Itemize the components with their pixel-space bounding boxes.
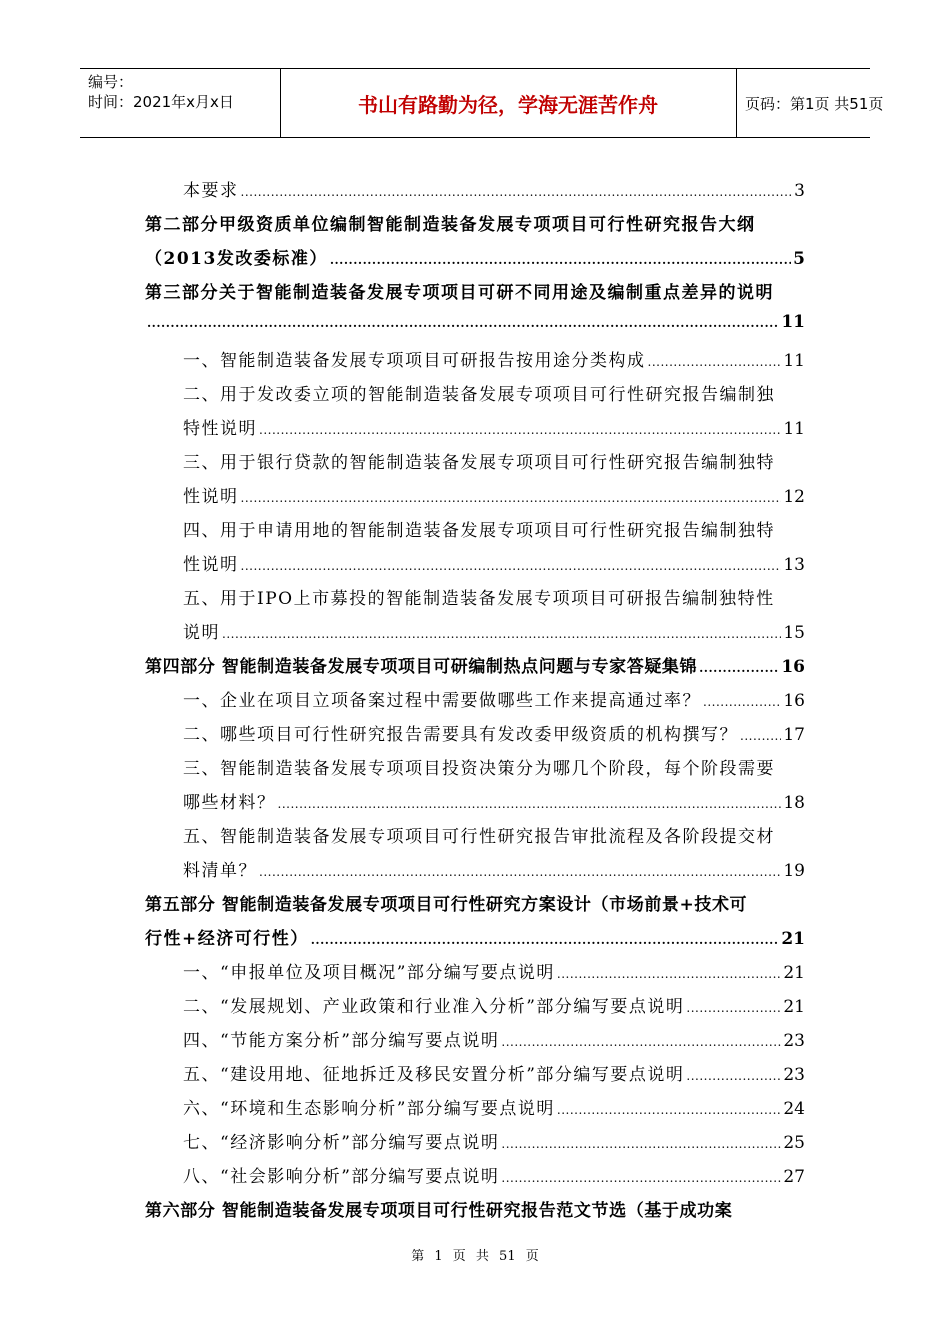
- toc-entry[interactable]: [145, 312, 805, 338]
- toc-leader-dots: [259, 865, 781, 879]
- toc-leader-dots: [222, 627, 781, 641]
- toc-leader-dots: [330, 253, 791, 267]
- toc-entry[interactable]: [183, 448, 805, 474]
- toc-leader-dots: [278, 797, 782, 811]
- toc-leader-dots: [501, 1035, 781, 1049]
- toc-leader-dots: [740, 729, 781, 743]
- toc-entry-page: 21: [783, 963, 805, 983]
- toc-entry-text: 一、智能制造装备发展专项项目可研报告按用途分类构成: [183, 351, 646, 371]
- toc-entry-page: 5: [793, 249, 805, 269]
- toc-leader-dots: [686, 1001, 781, 1015]
- toc-entry-text: 第六部分 智能制造装备发展专项项目可行性研究报告范文节选（基于成功案: [145, 1201, 733, 1221]
- toc-leader-dots: [241, 185, 793, 199]
- toc-entry-page: 23: [783, 1031, 805, 1051]
- toc-entry-text: 八、“社会影响分析”部分编写要点说明: [183, 1167, 500, 1187]
- toc-entry-text: 第二部分甲级资质单位编制智能制造装备发展专项项目可行性研究报告大纲: [145, 215, 756, 235]
- toc-entry[interactable]: [183, 1026, 805, 1052]
- toc-entry-page: 11: [781, 312, 805, 332]
- toc-leader-dots: [501, 1137, 781, 1151]
- toc-entry-page: 13: [783, 555, 805, 575]
- toc-entry[interactable]: [183, 516, 805, 542]
- toc-entry[interactable]: [183, 1094, 805, 1120]
- toc-leader-dots: [501, 1171, 781, 1185]
- toc-entry-text: 第三部分关于智能制造装备发展专项项目可研不同用途及编制重点差异的说明: [145, 283, 774, 303]
- toc-leader-dots: [557, 1103, 781, 1117]
- toc-entry-page: 15: [783, 623, 805, 643]
- toc-leader-dots: [557, 967, 781, 981]
- toc-entry[interactable]: [183, 414, 805, 440]
- toc-entry[interactable]: [145, 890, 805, 916]
- toc-entry-page: 11: [783, 351, 805, 371]
- toc-entry-text: 性说明: [183, 487, 239, 507]
- toc-entry[interactable]: [145, 278, 805, 304]
- toc-entry-text: 性说明: [183, 555, 239, 575]
- toc-entry-text: 三、智能制造装备发展专项项目投资决策分为哪几个阶段，每个阶段需要: [183, 759, 775, 779]
- toc-entry[interactable]: [183, 482, 805, 508]
- toc-entry-text: 二、哪些项目可行性研究报告需要具有发改委甲级资质的机构撰写？: [183, 725, 738, 745]
- header-page-info: 页码：第1页 共51页: [745, 95, 884, 113]
- toc-leader-dots: [147, 316, 779, 330]
- toc-entry[interactable]: [145, 924, 805, 950]
- toc-entry-text: 五、智能制造装备发展专项项目可行性研究报告审批流程及各阶段提交材: [183, 827, 775, 847]
- toc-entry[interactable]: [183, 550, 805, 576]
- toc-entry-text: 四、用于申请用地的智能制造装备发展专项项目可行性研究报告编制独特: [183, 521, 775, 541]
- toc-leader-dots: [241, 559, 782, 573]
- toc-entry-text: 行性+经济可行性）: [145, 929, 309, 949]
- toc-entry-page: 25: [783, 1133, 805, 1153]
- toc-entry[interactable]: [183, 958, 805, 984]
- toc-entry[interactable]: [183, 1128, 805, 1154]
- toc-entry-text: 说明: [183, 623, 220, 643]
- toc-entry-text: 特性说明: [183, 419, 257, 439]
- toc-leader-dots: [648, 355, 782, 369]
- toc-entry-text: （2013发改委标准）: [145, 249, 328, 269]
- toc-entry-text: 一、企业在项目立项备案过程中需要做哪些工作来提高通过率？: [183, 691, 701, 711]
- toc-entry[interactable]: [183, 380, 805, 406]
- toc-entry-page: 3: [794, 181, 805, 201]
- toc-entry-page: 21: [781, 929, 805, 949]
- toc-entry[interactable]: [145, 1196, 805, 1222]
- toc-entry[interactable]: [183, 822, 805, 848]
- document-number-label: 编号：: [88, 73, 134, 91]
- toc-leader-dots: [699, 661, 779, 675]
- toc-entry[interactable]: [183, 720, 805, 746]
- toc-entry-text: 第五部分 智能制造装备发展专项项目可行性研究方案设计（市场前景+技术可: [145, 895, 748, 915]
- toc-entry-text: 二、“发展规划、产业政策和行业准入分析”部分编写要点说明: [183, 997, 685, 1017]
- header-motto: 书山有路勤为径，学海无涯苦作舟: [358, 93, 658, 117]
- toc-entry-text: 料清单？: [183, 861, 257, 881]
- toc-entry-page: 19: [783, 861, 805, 881]
- toc-entry-text: 六、“环境和生态影响分析”部分编写要点说明: [183, 1099, 555, 1119]
- toc-entry[interactable]: [183, 686, 805, 712]
- document-date: 时间：2021年x月x日: [88, 93, 234, 111]
- toc-entry-text: 第四部分 智能制造装备发展专项项目可研编制热点问题与专家答疑集锦: [145, 657, 698, 677]
- toc-entry-text: 哪些材料？: [183, 793, 276, 813]
- toc-entry[interactable]: [183, 1060, 805, 1086]
- toc-entry[interactable]: [183, 856, 805, 882]
- toc-entry-text: 三、用于银行贷款的智能制造装备发展专项项目可行性研究报告编制独特: [183, 453, 775, 473]
- toc-entry[interactable]: [183, 584, 805, 610]
- toc-entry-page: 21: [783, 997, 805, 1017]
- toc-entry[interactable]: [183, 618, 805, 644]
- toc-entry-page: 23: [783, 1065, 805, 1085]
- toc-leader-dots: [686, 1069, 781, 1083]
- toc-entry[interactable]: [145, 652, 805, 678]
- toc-leader-dots: [259, 423, 781, 437]
- toc-leader-dots: [241, 491, 782, 505]
- toc-entry-page: 18: [783, 793, 805, 813]
- toc-entry-text: 本要求: [183, 181, 239, 201]
- toc-entry[interactable]: [183, 754, 805, 780]
- toc-entry-text: 一、“申报单位及项目概况”部分编写要点说明: [183, 963, 555, 983]
- toc-entry[interactable]: [183, 346, 805, 372]
- page-footer: 第 1 页 共 51 页: [411, 1249, 539, 1264]
- toc-entry-page: 24: [783, 1099, 805, 1119]
- toc-entry[interactable]: [183, 992, 805, 1018]
- toc-entry-text: 七、“经济影响分析”部分编写要点说明: [183, 1133, 500, 1153]
- toc-entry[interactable]: [183, 788, 805, 814]
- toc-entry-page: 27: [783, 1167, 805, 1187]
- toc-entry-text: 四、“节能方案分析”部分编写要点说明: [183, 1031, 500, 1051]
- toc-leader-dots: [311, 933, 780, 947]
- toc-entry-page: 16: [783, 691, 805, 711]
- toc-entry-page: 12: [783, 487, 805, 507]
- toc-entry[interactable]: [145, 210, 805, 236]
- toc-entry-page: 16: [781, 657, 805, 677]
- toc-entry-page: 17: [783, 725, 805, 745]
- toc-entry-text: 五、“建设用地、征地拆迁及移民安置分析”部分编写要点说明: [183, 1065, 685, 1085]
- toc-entry[interactable]: [145, 244, 805, 270]
- toc-entry[interactable]: [183, 176, 805, 202]
- toc-entry-text: 五、用于IPO上市募投的智能制造装备发展专项项目可研报告编制独特性: [183, 589, 775, 609]
- toc-entry-text: 二、用于发改委立项的智能制造装备发展专项项目可行性研究报告编制独: [183, 385, 775, 405]
- toc-entry-page: 11: [783, 419, 805, 439]
- toc-leader-dots: [703, 695, 781, 709]
- toc-entry[interactable]: [183, 1162, 805, 1188]
